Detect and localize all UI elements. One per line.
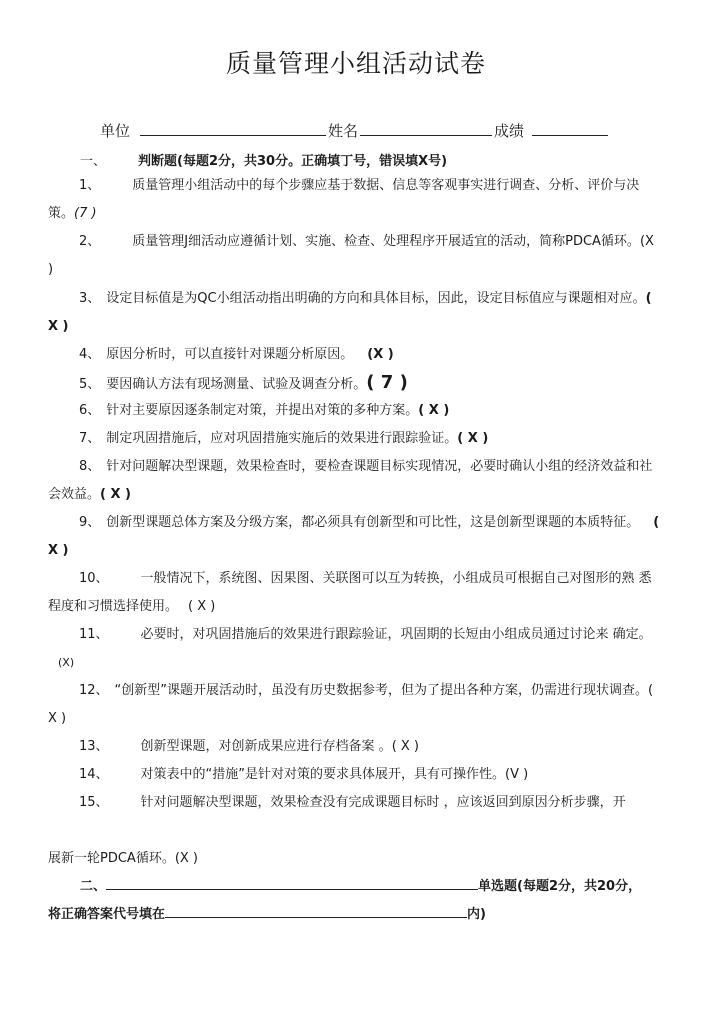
question-item: 11、 必要时，对巩固措施后的效果进行跟踪验证，巩固期的长短由小组成员通过讨论来 确定。(X): [58, 627, 652, 669]
answer-mark[interactable]: ( X ): [418, 403, 450, 418]
question-item: 13、 创新型课题，对创新成果应进行存档备案 。( X ): [79, 739, 420, 754]
answer-mark[interactable]: ( X ): [48, 291, 652, 334]
answer-mark[interactable]: ( X ): [188, 599, 216, 614]
question-item: 5、 要因确认方法有现场测量、试验及调查分析。( 7 ): [79, 372, 408, 393]
section2-heading: [48, 872, 668, 901]
name-blank[interactable]: [360, 121, 492, 136]
unit-label: 单位: [100, 122, 131, 140]
answer-mark[interactable]: ( X ): [48, 683, 654, 726]
question-item: 7、 制定巩固措施后，应对巩固措施实施后的效果进行跟踪验证。( X ): [79, 431, 489, 446]
answer-mark[interactable]: (V ): [505, 767, 529, 782]
section2-blank-line: [106, 875, 478, 890]
question-item: 6、 针对主要原因逐条制定对策，并提出对策的多种方案。( X ): [79, 403, 450, 418]
score-blank[interactable]: [532, 121, 608, 136]
question-item: 3、 设定目标值是为QC小组活动指出明确的方向和具体目标，因此，设定目标值应与课题相对应。( X ): [48, 291, 652, 334]
student-info-row: [100, 120, 610, 141]
answer-mark[interactable]: ( 7 ): [366, 372, 408, 393]
name-label: 姓名: [328, 122, 359, 140]
answer-blank-line: [165, 903, 467, 918]
question-item: 14、 对策表中的“措施”是针对对策的要求具体展开，具有可操作性。(V ): [79, 767, 529, 782]
question-item: 2、 质量管理J细活动应遵循计划、实施、检查、处理程序开展适宜的活动，简称PDCA循环。(X ): [48, 234, 654, 277]
answer-mark[interactable]: (X ): [48, 234, 654, 277]
question-item: 1、 质量管理小组活动中的每个步骤应基于数据、信息等客观事实进行调查、分析、评价与决策。(7 ): [48, 178, 640, 221]
question-item: 15、 针对问题解决型课题，效果检查没有完成课题目标时 ，应该返回到原因分析步骤，开: [79, 795, 626, 810]
section2-number: 二、: [80, 879, 107, 894]
page-title: 质量管理小组活动试卷: [225, 49, 486, 78]
question-item: 10、 一般情况下，系统图、因果图、关联图可以互为转换，小组成员可根据自己对图形的熟 悉程度和习惯选择使用。 ( X ): [48, 571, 652, 614]
question-item: 9、 创新型课题总体方案及分级方案，都必须具有创新型和可比性，这是创新型课题的本质特征。 ( X ): [48, 515, 660, 558]
answer-mark[interactable]: (X): [58, 656, 75, 669]
section1-heading: [80, 150, 447, 169]
question-item: 8、 针对问题解决型课题，效果检查时，要检查课题目标实现情况，必要时确认小组的经济效益和社会效益。( X ): [48, 459, 653, 502]
unit-blank[interactable]: [140, 121, 326, 136]
section1-title: 判断题(每题2分，共30分。正确填丁号，错误填X号): [138, 154, 448, 169]
answer-mark[interactable]: ( X ): [100, 487, 131, 502]
question-item: 4、 原因分析时，可以直接针对课题分析原因。 (X ): [79, 347, 394, 362]
section2-title: 单选题(每题2分，共20分，: [478, 879, 642, 894]
question-item: 12、 “创新型”课题开展活动时，虽没有历史数据参考，但为了提出各种方案，仍需进行现状调查。( X ): [48, 683, 654, 726]
question-continuation: 展新一轮PDCA循环。(X ): [48, 851, 199, 866]
score-label: 成绩: [494, 122, 525, 140]
answer-mark[interactable]: ( X ): [48, 515, 660, 558]
answer-mark[interactable]: ( X ): [391, 739, 420, 754]
section2-instruction: 将正确答案代号填在 内): [48, 900, 668, 929]
answer-mark[interactable]: (X ): [367, 347, 394, 362]
section1-number: 一、: [80, 154, 107, 169]
answer-mark[interactable]: ( X ): [457, 431, 489, 446]
answer-mark[interactable]: (7 ): [74, 206, 97, 221]
